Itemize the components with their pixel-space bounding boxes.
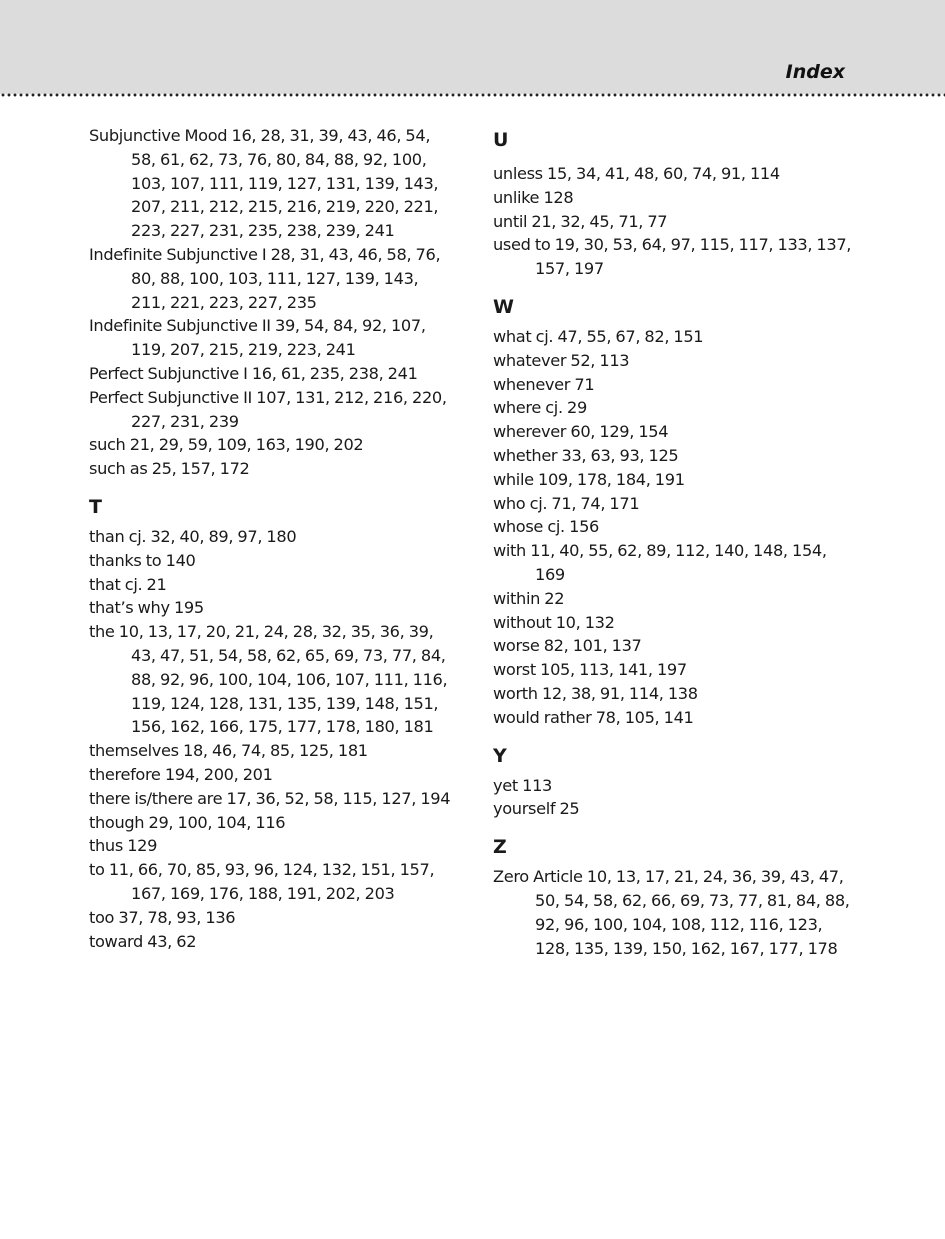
index-entry: whatever 52, 113 xyxy=(493,350,630,370)
index-entry: yourself 25 xyxy=(493,799,580,819)
section-letter-t: T xyxy=(89,495,102,518)
section-letter-w: W xyxy=(493,295,514,318)
index-entry: Indefinite Subjunctive II 39, 54, 84, 92, 107, 119, 207, 215, 219, 223, 241 xyxy=(89,316,426,360)
index-entry: such 21, 29, 59, 109, 163, 190, 202 xyxy=(89,435,364,455)
index-entry: worth 12, 38, 91, 114, 138 xyxy=(493,683,698,703)
index-entry: toward 43, 62 xyxy=(89,931,197,951)
index-entry: yet 113 xyxy=(493,775,552,795)
index-entry: whenever 71 xyxy=(493,374,595,394)
index-entry: unless 15, 34, 41, 48, 60, 74, 91, 114 xyxy=(493,164,780,183)
index-column-right xyxy=(493,124,853,960)
index-entry: thus 129 xyxy=(89,836,158,856)
index-entry: wherever 60, 129, 154 xyxy=(493,422,669,442)
index-entry: that cj. 21 xyxy=(89,574,167,594)
index-column-left xyxy=(89,124,454,953)
index-entry: too 37, 78, 93, 136 xyxy=(89,907,236,927)
page-header xyxy=(0,0,945,94)
index-entry: worst 105, 113, 141, 197 xyxy=(493,660,687,680)
index-entry: Indefinite Subjunctive I 28, 31, 43, 46, 58, 76, 80, 88, 100, 103, 111, 127, 139, 143, 211, 221, 223, 227, 235 xyxy=(89,244,441,312)
index-entry: whose cj. 156 xyxy=(493,517,599,537)
index-entry: used to 19, 30, 53, 64, 97, 115, 117, 133, 137, 157, 197 xyxy=(493,235,852,279)
index-entry: with 11, 40, 55, 62, 89, 112, 140, 148, 154, 169 xyxy=(493,541,827,584)
index-entry: thanks to 140 xyxy=(89,550,196,570)
index-list-w xyxy=(493,325,853,730)
index-entry: to 11, 66, 70, 85, 93, 96, 124, 132, 151, 157, 167, 169, 176, 188, 191, 202, 203 xyxy=(89,860,435,903)
index-entry: such as 25, 157, 172 xyxy=(89,459,250,479)
index-entry: where cj. 29 xyxy=(493,398,587,418)
index-entry: the 10, 13, 17, 20, 21, 24, 28, 32, 35, 36, 39, 43, 47, 51, 54, 58, 62, 65, 69, 73, 77, 84, 88, 92, 96, 100, 104, 106, 107, 111, 116, 119, 124, 128, 131, 135, 139, 148, 151, 156, 162, 166, 175, 177, 178, 180, 181 xyxy=(89,622,448,737)
section-letter-y: Y xyxy=(493,744,507,767)
index-entry: Perfect Subjunctive I 16, 61, 235, 238, 241 xyxy=(89,363,418,383)
index-entry: than cj. 32, 40, 89, 97, 180 xyxy=(89,526,297,546)
index-entry: unlike 128 xyxy=(493,187,574,207)
index-entry: what cj. 47, 55, 67, 82, 151 xyxy=(493,326,704,346)
index-entry: though 29, 100, 104, 116 xyxy=(89,812,286,832)
index-entry: while 109, 178, 184, 191 xyxy=(493,469,685,489)
index-entry: therefore 194, 200, 201 xyxy=(89,764,273,784)
running-head-title: Index xyxy=(785,61,845,83)
index-entry: without 10, 132 xyxy=(493,612,615,632)
index-entry: themselves 18, 46, 74, 85, 125, 181 xyxy=(89,741,368,761)
index-entry: Zero Article 10, 13, 17, 21, 24, 36, 39, 43, 47, 50, 54, 58, 62, 66, 69, 73, 77, 81, 84, 88, 92, 96, 100, 104, 108, 112, 116, 123, 128, 135, 139, 150, 162, 167, 177, 178 xyxy=(493,867,850,958)
index-list-y xyxy=(493,774,853,822)
index-entry: Subjunctive Mood 16, 28, 31, 39, 43, 46, 54, 58, 61, 62, 73, 76, 80, 84, 88, 92, 100, 103, 107, 111, 119, 127, 131, 139, 143, 207, 211, 212, 215, 216, 219, 220, 221, 223, 227, 231, 235, 238, 239, 241 xyxy=(89,126,439,241)
index-entry: would rather 78, 105, 141 xyxy=(493,707,694,727)
index-list-t xyxy=(89,525,454,953)
index-entry: whether 33, 63, 93, 125 xyxy=(493,445,679,465)
index-list-z xyxy=(493,865,853,960)
index-entry: there is/there are 17, 36, 52, 58, 115, 127, 194 xyxy=(89,788,451,808)
index-list-u xyxy=(493,162,853,281)
index-entry: who cj. 71, 74, 171 xyxy=(493,493,640,513)
index-list-s xyxy=(89,124,454,481)
index-entry: Perfect Subjunctive II 107, 131, 212, 216, 220, 227, 231, 239 xyxy=(89,387,447,431)
index-entry: until 21, 32, 45, 71, 77 xyxy=(493,211,668,231)
section-letter-z: Z xyxy=(493,836,507,859)
index-entry: worse 82, 101, 137 xyxy=(493,636,642,656)
dotted-divider xyxy=(0,92,945,98)
section-letter-u: U xyxy=(493,129,509,151)
index-entry: that’s why 195 xyxy=(89,598,204,618)
index-entry: within 22 xyxy=(493,588,565,608)
